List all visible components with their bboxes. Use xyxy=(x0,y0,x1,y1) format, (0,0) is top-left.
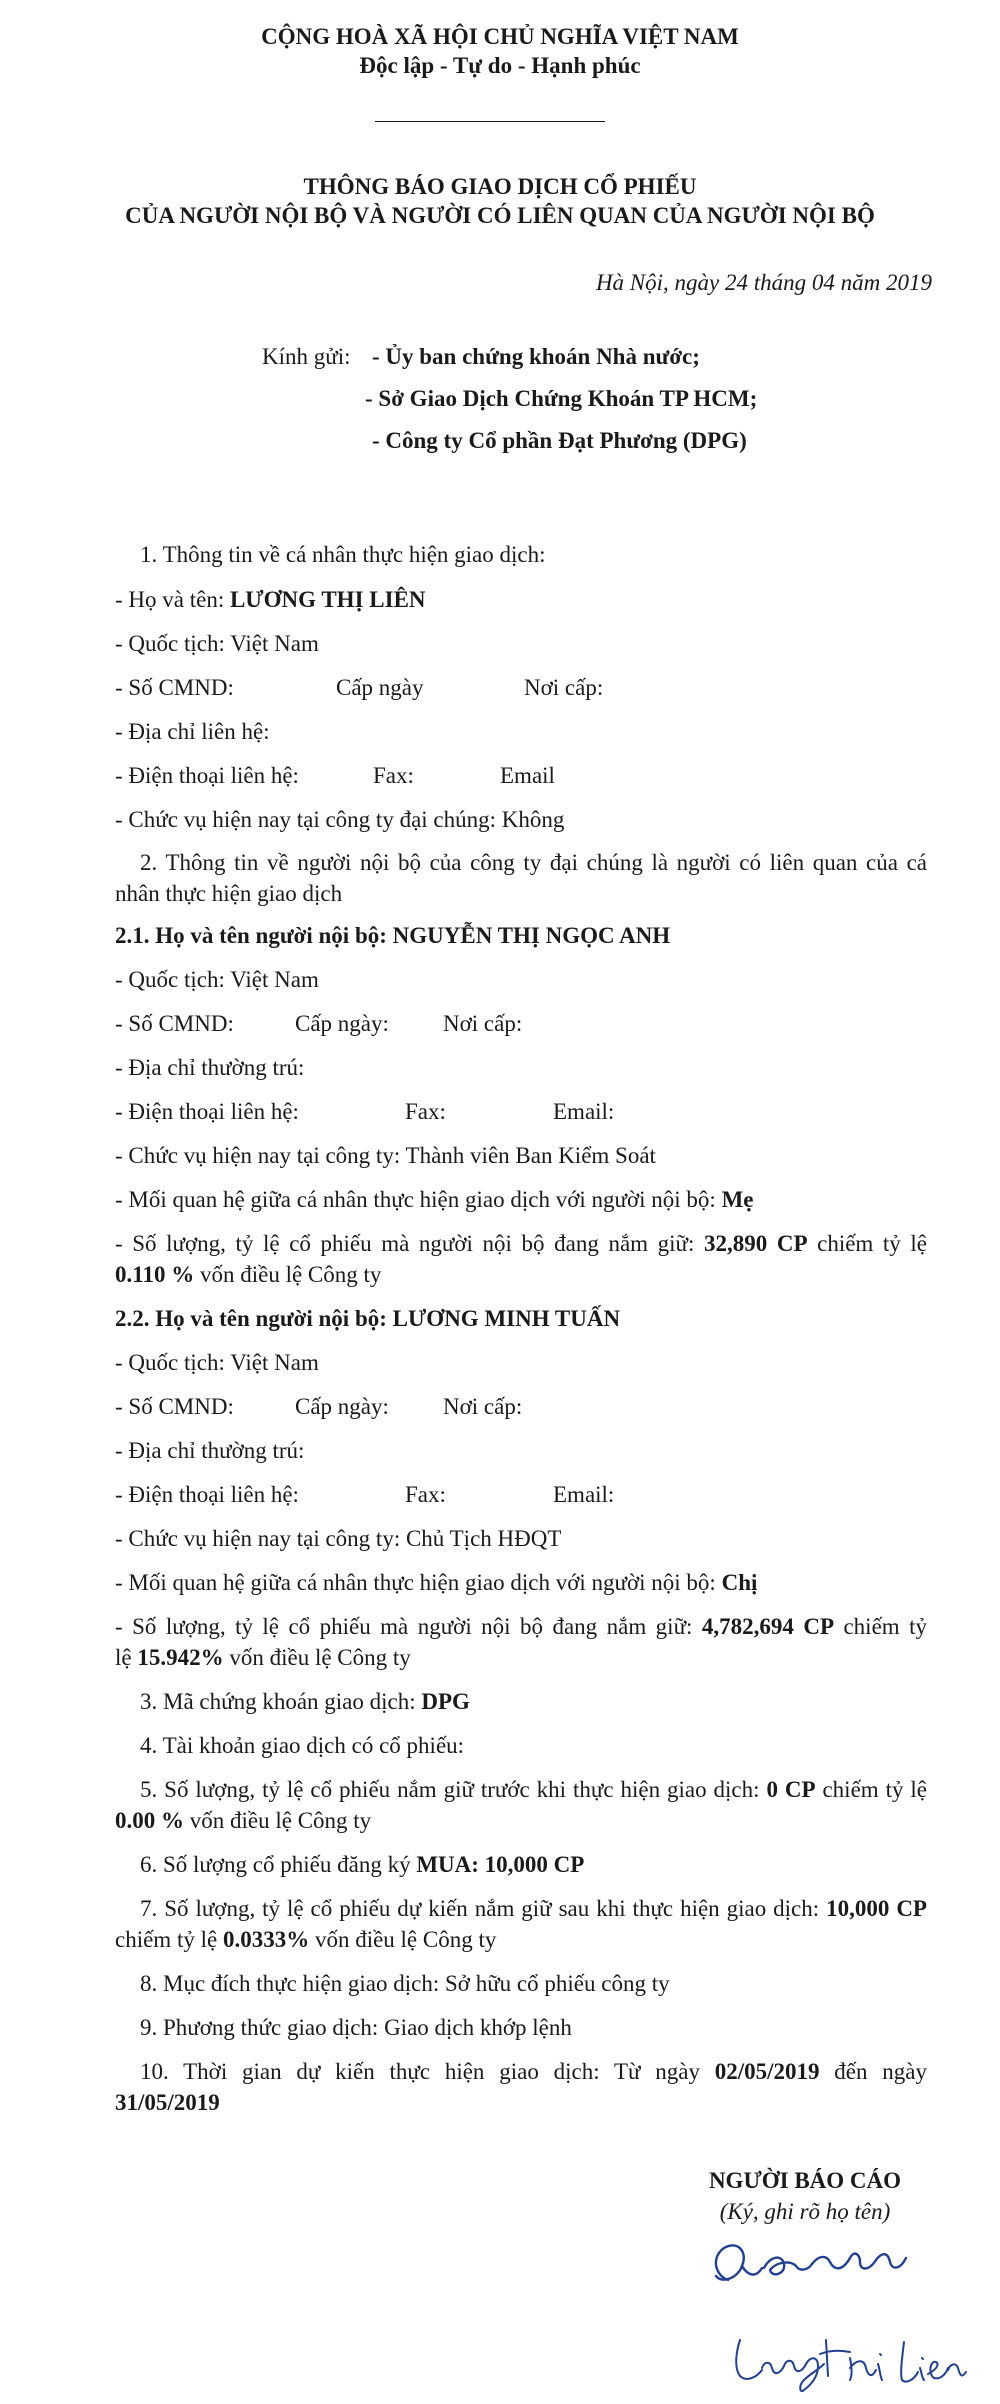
insider2-address: - Địa chỉ thường trú: xyxy=(115,1438,305,1463)
insider2-phone-label: - Điện thoại liên hệ: xyxy=(115,1482,299,1507)
insider1-relation-label: - Mối quan hệ giữa cá nhân thực hiện giao dịch với người nội bộ: xyxy=(115,1187,722,1212)
insider1-issue-place-label: Nơi cấp: xyxy=(443,1011,523,1036)
item7-text-c: vốn điều lệ Công ty xyxy=(309,1927,497,1952)
item10-from-date: 02/05/2019 xyxy=(714,2059,820,2084)
section2-heading-line1: 2. Thông tin về người nội bộ của công ty đại chúng là người có liên quan của cá xyxy=(140,850,927,875)
insider2-relation-label: - Mối quan hệ giữa cá nhân thực hiện giao dịch với người nội bộ: xyxy=(115,1570,722,1595)
signature-title: NGƯỜI BÁO CÁO xyxy=(708,2168,902,2193)
insider2-name-label: 2.2. Họ và tên người nội bộ: xyxy=(115,1306,393,1331)
s1-issue-place-label: Nơi cấp: xyxy=(524,675,604,700)
insider1-holding-line2 xyxy=(115,1260,381,1290)
item9: 9. Phương thức giao dịch: Giao dịch khớp lệnh xyxy=(140,2015,572,2040)
insider1-phone-label: - Điện thoại liên hệ: xyxy=(115,1099,299,1124)
document-title-line2: CỦA NGƯỜI NỘI BỘ VÀ NGƯỜI CÓ LIÊN QUAN CỦA NGƯỜI NỘI BỘ xyxy=(125,203,875,228)
item3-row xyxy=(140,1687,470,1717)
insider2-holding-text-b: chiếm tỷ xyxy=(834,1614,928,1639)
item7-qty: 10,000 CP xyxy=(826,1896,927,1921)
item4: 4. Tài khoản giao dịch có cổ phiếu: xyxy=(140,1733,465,1758)
item10-line1 xyxy=(140,2057,927,2087)
recipient-1: - Ủy ban chứng khoán Nhà nước; xyxy=(372,344,700,369)
insider2-relation-row xyxy=(115,1568,757,1598)
insider2-holding-text-a: - Số lượng, tỷ lệ cổ phiếu mà người nội bộ đang nắm giữ: xyxy=(115,1614,702,1639)
insider1-fax-label: Fax: xyxy=(405,1099,446,1124)
signature-note: (Ký, ghi rõ họ tên) xyxy=(719,2199,891,2224)
item5-line1 xyxy=(140,1775,927,1805)
insider2-nationality: - Quốc tịch: Việt Nam xyxy=(115,1350,319,1375)
item7-text-a: 7. Số lượng, tỷ lệ cổ phiếu dự kiến nắm giữ sau khi thực hiện giao dịch: xyxy=(140,1896,827,1921)
item5-text-c: vốn điều lệ Công ty xyxy=(184,1808,372,1833)
item7-pct: 0.0333% xyxy=(222,1927,310,1952)
insider1-relation-value: Mẹ xyxy=(721,1187,754,1212)
insider1-relation-row xyxy=(115,1185,754,1215)
insider2-holding-line2 xyxy=(115,1643,411,1673)
item10-text-b: đến ngày xyxy=(819,2059,927,2084)
s1-fax-label: Fax: xyxy=(373,763,414,788)
insider2-holding-line1 xyxy=(115,1612,927,1642)
national-motto: Độc lập - Tự do - Hạnh phúc xyxy=(359,53,641,78)
item5-pct: 0.00 % xyxy=(115,1808,184,1833)
s1-issue-date-label: Cấp ngày xyxy=(336,675,424,700)
item6-label: 6. Số lượng cổ phiếu đăng ký xyxy=(140,1852,417,1877)
recipient-3: - Công ty Cổ phần Đạt Phương (DPG) xyxy=(372,428,747,453)
s1-phone-label: - Điện thoại liên hệ: xyxy=(115,763,299,788)
s1-name-label: - Họ và tên: xyxy=(115,587,230,612)
insider1-email-label: Email: xyxy=(553,1099,615,1124)
insider2-holding-pct: 15.942% xyxy=(137,1645,224,1670)
insider1-issue-date-label: Cấp ngày: xyxy=(295,1011,389,1036)
s1-nationality: - Quốc tịch: Việt Nam xyxy=(115,631,319,656)
insider2-holding-qty: 4,782,694 CP xyxy=(701,1614,835,1639)
s1-id-label: - Số CMND: xyxy=(115,675,234,700)
item5-text-b: chiếm tỷ lệ xyxy=(815,1777,928,1802)
item3-value: DPG xyxy=(421,1689,470,1714)
item5-line2 xyxy=(115,1806,371,1836)
insider2-relation-value: Chị xyxy=(721,1570,758,1595)
item10-text-a: 10. Thời gian dự kiến thực hiện giao dịch: Từ ngày xyxy=(140,2059,715,2084)
insider1-address: - Địa chỉ thường trú: xyxy=(115,1055,305,1080)
insider2-issue-place-label: Nơi cấp: xyxy=(443,1394,523,1419)
insider1-id-label: - Số CMND: xyxy=(115,1011,234,1036)
insider1-holding-line1 xyxy=(115,1229,927,1259)
insider1-holding-text-b: chiếm tỷ lệ xyxy=(807,1231,928,1256)
item10-to-date: 31/05/2019 xyxy=(115,2090,220,2115)
insider1-name-row xyxy=(115,921,670,951)
insider1-holding-text-a: - Số lượng, tỷ lệ cổ phiếu mà người nội bộ đang nắm giữ: xyxy=(115,1231,704,1256)
item6-value: MUA: 10,000 CP xyxy=(416,1852,585,1877)
s1-email-label: Email xyxy=(500,763,555,788)
s1-name-row xyxy=(115,585,426,615)
insider2-holding-text-c2: vốn điều lệ Công ty xyxy=(223,1645,411,1670)
insider2-email-label: Email: xyxy=(553,1482,615,1507)
item8: 8. Mục đích thực hiện giao dịch: Sở hữu cổ phiếu công ty xyxy=(140,1971,670,1996)
insider1-position: - Chức vụ hiện nay tại công ty: Thành viên Ban Kiểm Soát xyxy=(115,1143,656,1168)
insider2-position: - Chức vụ hiện nay tại công ty: Chủ Tịch HĐQT xyxy=(115,1526,562,1551)
insider2-issue-date-label: Cấp ngày: xyxy=(295,1394,389,1419)
insider1-holding-pct: 0.110 % xyxy=(115,1262,195,1287)
insider1-name-label: 2.1. Họ và tên người nội bộ: xyxy=(115,923,393,948)
header-divider xyxy=(375,121,605,122)
date-line: Hà Nội, ngày 24 tháng 04 năm 2019 xyxy=(595,270,932,295)
item6-row xyxy=(140,1850,584,1880)
document-title-line1: THÔNG BÁO GIAO DỊCH CỔ PHIẾU xyxy=(303,174,697,199)
s1-address: - Địa chỉ liên hệ: xyxy=(115,719,270,744)
recipients-label: Kính gửi: xyxy=(262,344,351,369)
insider2-name-row xyxy=(115,1304,620,1334)
item7-text-b: chiếm tỷ lệ xyxy=(115,1927,223,1952)
country-name: CỘNG HOÀ XÃ HỘI CHỦ NGHĨA VIỆT NAM xyxy=(261,24,739,49)
s1-position: - Chức vụ hiện nay tại công ty đại chúng: Không xyxy=(115,807,565,832)
section2-heading-line2: nhân thực hiện giao dịch xyxy=(115,881,343,906)
section1-heading: 1. Thông tin về cá nhân thực hiện giao dịch: xyxy=(140,542,546,567)
item5-text-a: 5. Số lượng, tỷ lệ cổ phiếu nắm giữ trước khi thực hiện giao dịch: xyxy=(140,1777,767,1802)
insider1-holding-text-c: vốn điều lệ Công ty xyxy=(194,1262,382,1287)
handwritten-signature xyxy=(700,2218,970,2398)
s1-name-value: LƯƠNG THỊ LIÊN xyxy=(229,587,426,612)
insider2-holding-text-c1: lệ xyxy=(115,1645,138,1670)
insider2-name-value: LƯƠNG MINH TUẤN xyxy=(392,1306,621,1331)
insider1-nationality: - Quốc tịch: Việt Nam xyxy=(115,967,319,992)
insider2-id-label: - Số CMND: xyxy=(115,1394,234,1419)
insider2-fax-label: Fax: xyxy=(405,1482,446,1507)
recipient-2: - Sở Giao Dịch Chứng Khoán TP HCM; xyxy=(365,386,758,411)
insider1-holding-qty: 32,890 CP xyxy=(704,1231,808,1256)
item3-label: 3. Mã chứng khoán giao dịch: xyxy=(140,1689,422,1714)
insider1-name-value: NGUYỄN THỊ NGỌC ANH xyxy=(392,923,671,948)
item5-qty: 0 CP xyxy=(766,1777,816,1802)
item7-line2 xyxy=(115,1925,496,1955)
item7-line1 xyxy=(140,1894,927,1924)
